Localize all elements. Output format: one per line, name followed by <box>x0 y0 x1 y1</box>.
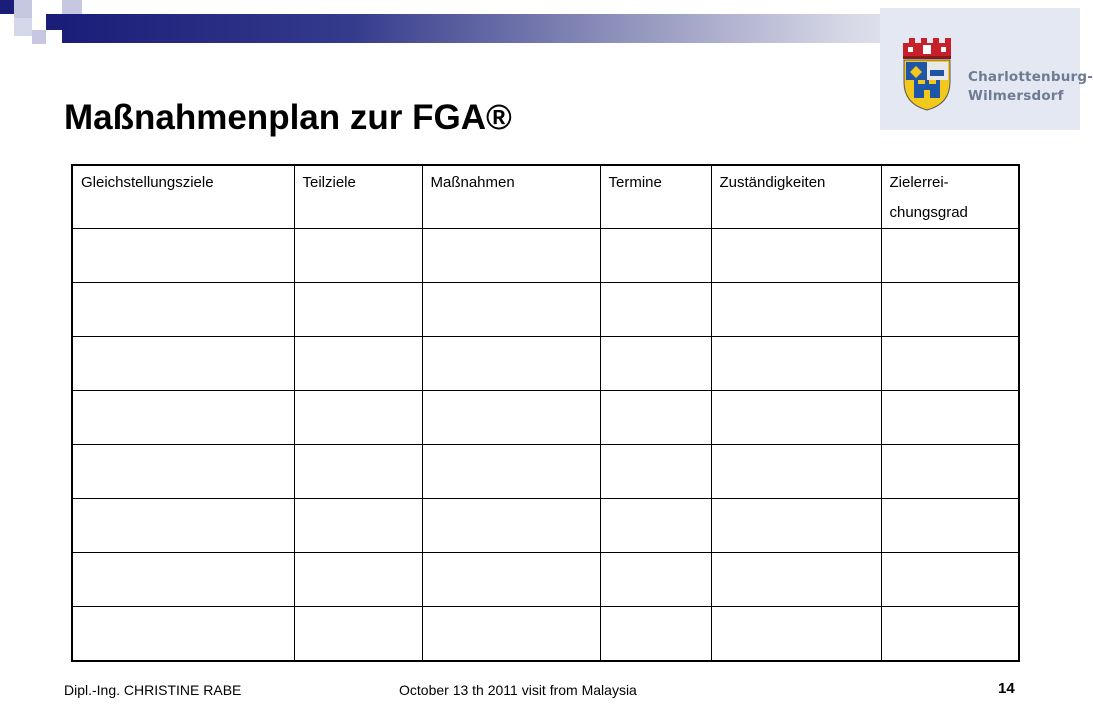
table-cell <box>72 391 294 445</box>
table-cell <box>600 283 711 337</box>
table-cell <box>881 499 1019 553</box>
coat-of-arms-icon <box>900 36 954 112</box>
column-header: Gleichstellungsziele <box>72 165 294 229</box>
district-name-line2: Wilmersdorf <box>968 88 1064 104</box>
table-cell <box>600 553 711 607</box>
table-cell <box>881 553 1019 607</box>
table-cell <box>600 499 711 553</box>
table-cell <box>422 337 600 391</box>
table-cell <box>72 499 294 553</box>
table-cell <box>72 337 294 391</box>
table-cell <box>881 391 1019 445</box>
table-cell <box>422 391 600 445</box>
table-cell <box>72 607 294 662</box>
table-row <box>72 283 1019 337</box>
table-cell <box>422 445 600 499</box>
table-cell <box>422 607 600 662</box>
table-cell <box>72 229 294 283</box>
column-header: Termine <box>600 165 711 229</box>
page-number: 14 <box>998 680 1015 697</box>
table-cell <box>294 607 422 662</box>
column-header: Maßnahmen <box>422 165 600 229</box>
table-cell <box>72 553 294 607</box>
table-cell <box>881 337 1019 391</box>
table-cell <box>294 499 422 553</box>
table-cell <box>711 229 881 283</box>
table-cell <box>72 283 294 337</box>
table-cell <box>294 553 422 607</box>
table-row <box>72 337 1019 391</box>
table-row <box>72 499 1019 553</box>
table-row <box>72 607 1019 662</box>
table-cell <box>422 553 600 607</box>
table-cell <box>711 283 881 337</box>
district-name <box>968 68 1093 106</box>
table-cell <box>72 445 294 499</box>
table-cell <box>294 229 422 283</box>
table-row <box>72 229 1019 283</box>
district-logo <box>880 8 1093 130</box>
table-cell <box>711 553 881 607</box>
table-cell <box>600 445 711 499</box>
table-cell <box>881 229 1019 283</box>
table-cell <box>600 607 711 662</box>
table-cell <box>881 283 1019 337</box>
table-header-row <box>72 165 1019 229</box>
district-name-line1: Charlottenburg- <box>968 69 1093 85</box>
table-cell <box>711 337 881 391</box>
table-cell <box>881 445 1019 499</box>
footer-author: Dipl.-Ing. CHRISTINE RABE <box>64 682 242 698</box>
table-cell <box>881 607 1019 662</box>
table-cell <box>600 229 711 283</box>
table-cell <box>294 337 422 391</box>
table-cell <box>294 391 422 445</box>
table-cell <box>711 499 881 553</box>
table-cell <box>294 283 422 337</box>
column-header: Zielerrei- chungsgrad <box>881 165 1019 229</box>
table-cell <box>600 391 711 445</box>
column-header: Zuständigkeiten <box>711 165 881 229</box>
table-cell <box>711 445 881 499</box>
table-cell <box>711 391 881 445</box>
table-row <box>72 391 1019 445</box>
table-row <box>72 445 1019 499</box>
table-row <box>72 553 1019 607</box>
table-cell <box>294 445 422 499</box>
table-cell <box>422 283 600 337</box>
slide-title: Maßnahmenplan zur FGA® <box>64 98 512 137</box>
table-cell <box>600 337 711 391</box>
table-cell <box>711 607 881 662</box>
measures-plan-table <box>71 164 1020 662</box>
footer-event: October 13 th 2011 visit from Malaysia <box>399 682 637 698</box>
column-header: Teilziele <box>294 165 422 229</box>
table-cell <box>422 499 600 553</box>
table-cell <box>422 229 600 283</box>
